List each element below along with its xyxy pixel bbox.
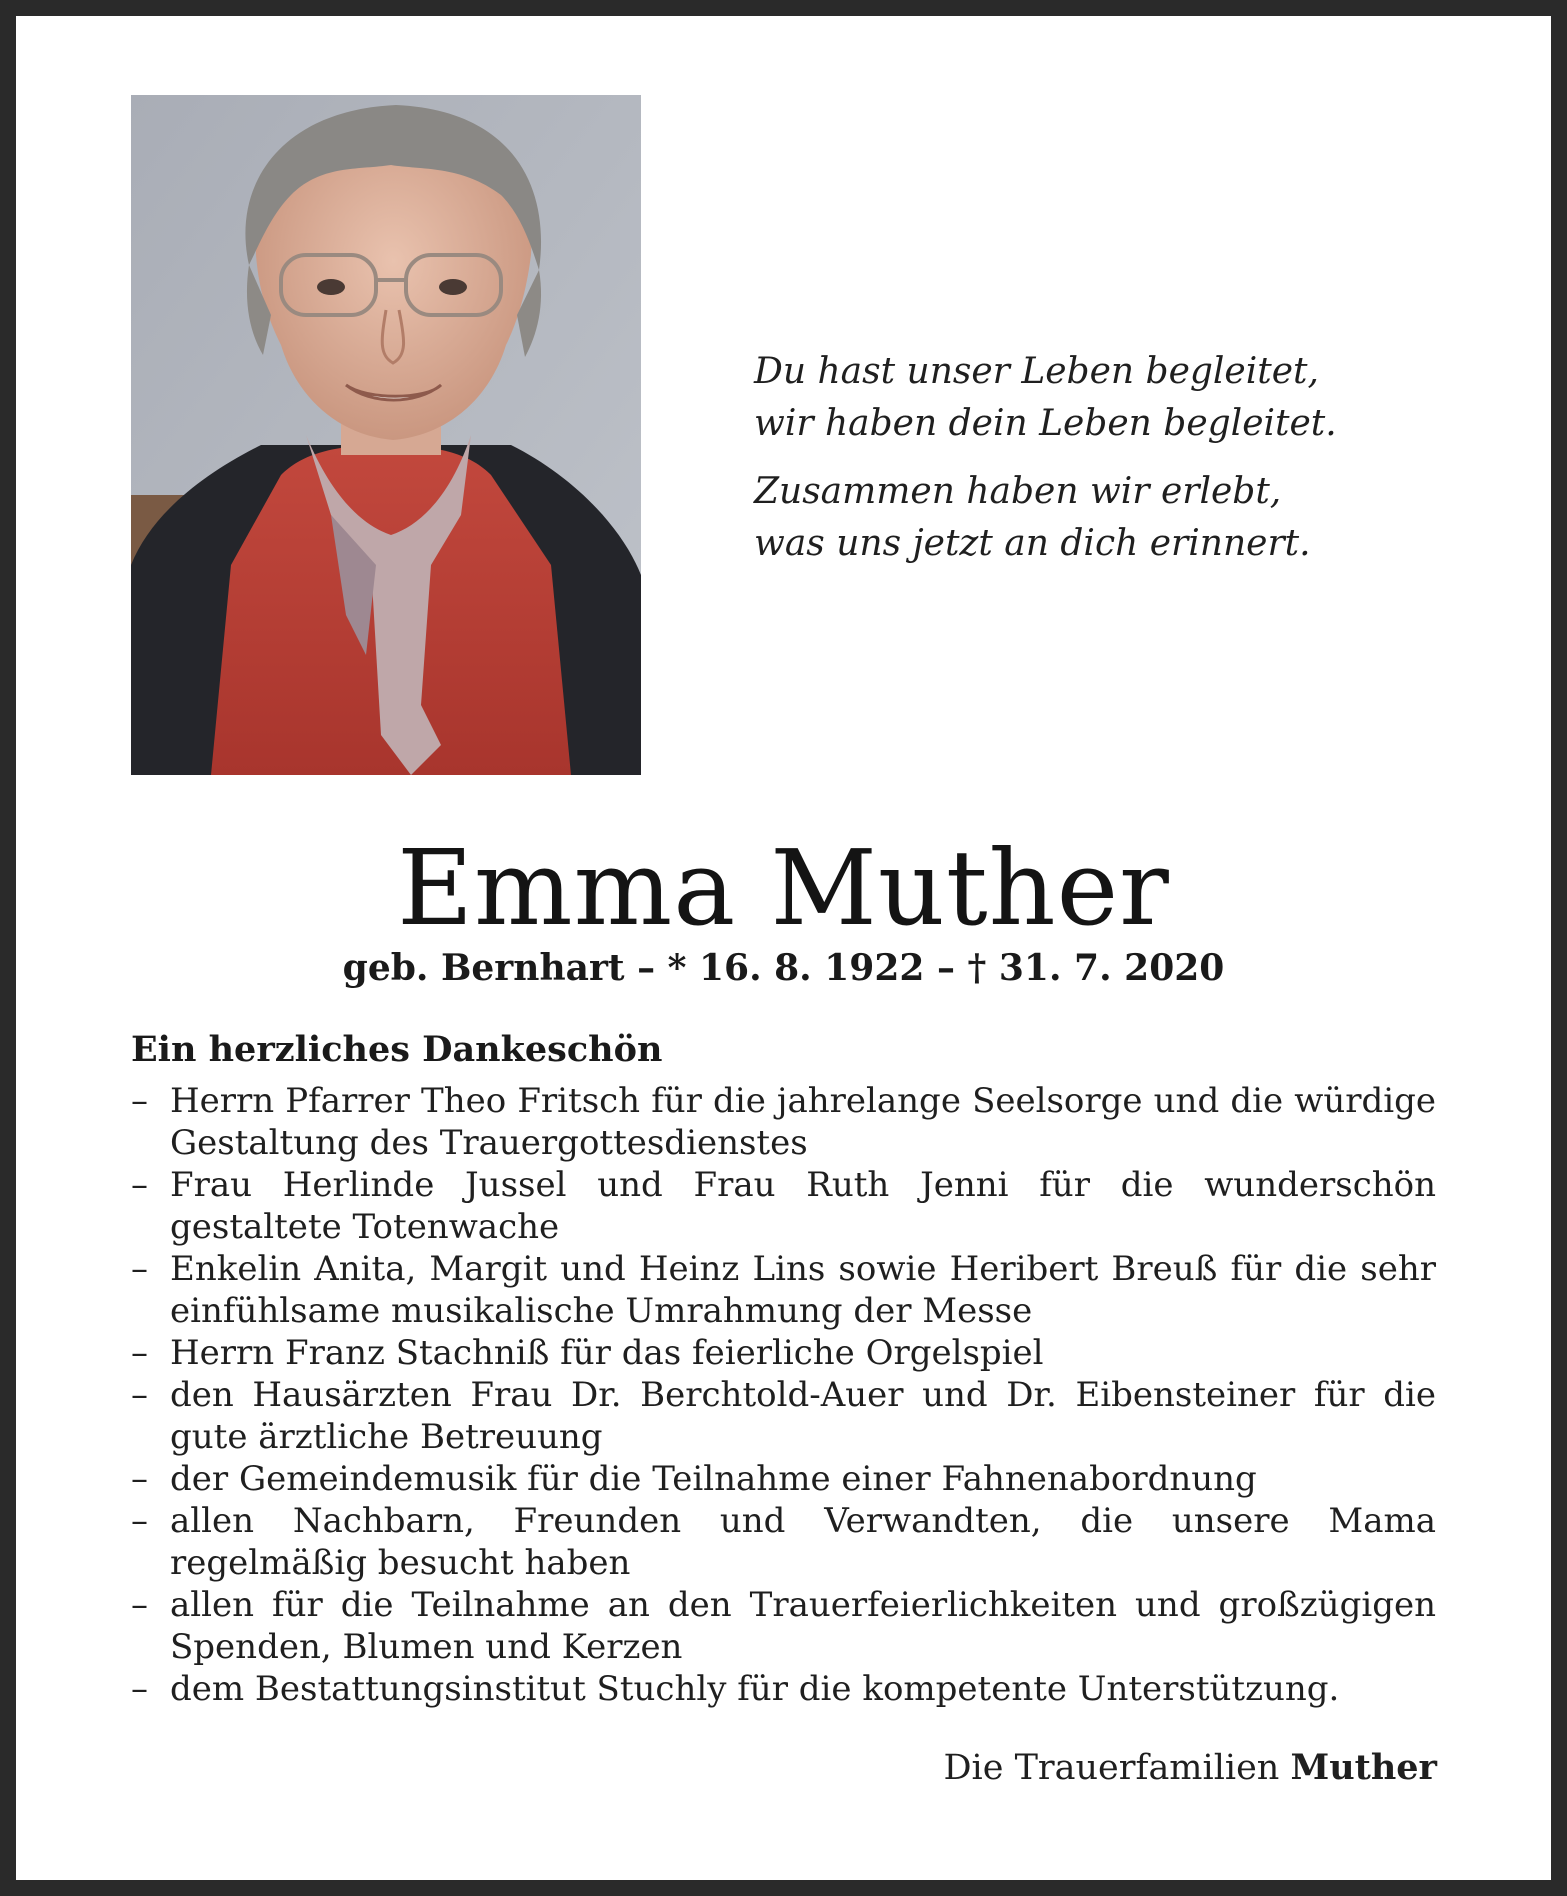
list-dash: – [131,1375,148,1415]
list-item [131,1164,1436,1248]
list-item [131,1584,1436,1668]
list-item [131,1332,1436,1374]
poem-line: Du hast unser Leben begleitet, [754,351,1319,392]
poem-stanza [754,466,1454,570]
signature [943,1746,1437,1790]
list-item-text: Herrn Franz Stachniß für das feierliche Orgelspiel [170,1333,1044,1373]
list-item-text: dem Bestattungsinstitut Stuchly für die kompetente Unterstützung. [170,1669,1340,1709]
poem-line: wir haben dein Leben begleitet. [754,403,1337,444]
list-dash: – [131,1165,148,1205]
list-dash: – [131,1585,148,1625]
list-item-text: den Hausärzten Frau Dr. Berchtold-Auer und Dr. Eibensteiner für die gute ärztliche Betreuung [170,1375,1436,1457]
list-item-text: Herrn Pfarrer Theo Fritsch für die jahrelange Seelsorge und die würdige Gestaltung des Trauergottesdienstes [170,1081,1436,1163]
poem-line: Zusammen haben wir erlebt, [754,471,1282,512]
list-item [131,1248,1436,1332]
list-item-text: der Gemeindemusik für die Teilnahme einer Fahnenabordnung [170,1459,1257,1499]
poem-stanza [754,346,1454,450]
list-dash: – [131,1669,148,1709]
life-dates: geb. Bernhart – * 16. 8. 1922 – † 31. 7. 2020 [342,947,1225,989]
signature-prefix: Die Trauerfamilien [943,1748,1280,1788]
list-item-text: allen Nachbarn, Freunden und Verwandten, die unsere Mama regelmäßig besucht haben [170,1501,1436,1583]
obituary-card [16,16,1551,1880]
thanks-list [131,1080,1436,1710]
poem-line: was uns jetzt an dich erinnert. [754,523,1311,564]
deceased-name: Emma Muther [397,827,1170,949]
list-item-text: Enkelin Anita, Margit und Heinz Lins sowie Heribert Breuß für die sehr einfühlsame musikalische Umrahmung der Messe [170,1249,1436,1331]
list-item-text: Frau Herlinde Jussel und Frau Ruth Jenni für die wunderschön gestaltete Totenwache [170,1165,1436,1247]
list-dash: – [131,1081,148,1121]
list-item [131,1458,1436,1500]
list-item [131,1080,1436,1164]
list-dash: – [131,1501,148,1541]
thanks-heading: Ein herzliches Dankeschön [131,1029,663,1070]
memorial-poem [754,346,1454,586]
list-item [131,1500,1436,1584]
list-item [131,1668,1436,1710]
list-item-text: allen für die Teilnahme an den Trauerfeierlichkeiten und großzügigen Spenden, Blumen und Kerzen [170,1585,1436,1667]
signature-family-name: Muther [1290,1747,1437,1788]
list-item [131,1374,1436,1458]
portrait-photo [131,95,641,775]
list-dash: – [131,1249,148,1289]
list-dash: – [131,1459,148,1499]
list-dash: – [131,1333,148,1373]
